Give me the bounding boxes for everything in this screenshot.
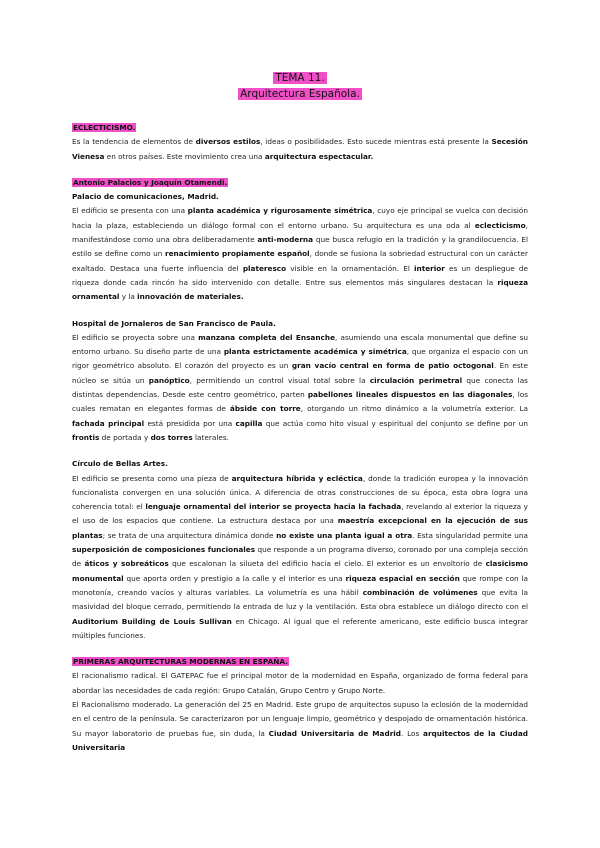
hospital-paragraph: El edificio se proyecta sobre una manzana completa del Ensanche, asumiendo una escala monumental que define su entorno urbano. Su diseño parte de una planta estrictamente académica y simétrica, que organiza el espacio con un rigor geométrico absoluto. El corazón del proyecto es un gran vacío central en forma de patio octogonal. En este núcleo se sitúa un panóptico, permitiendo un control visual total sobre la circulación perimetral que conecta las distintas dependencias. Desde este centro geométrico, parten pabellones lineales dispuestos en las diagonales, los cuales rematan en elegantes formas de ábside con torre, otorgando un ritmo dinámico a la volumetría exterior. La fachada principal está presidida por una capilla que actúa como hito visual y espiritual del conjunto se define por un frontis de portada y dos torres laterales. <box>72 332 529 442</box>
document-title <box>72 70 528 102</box>
document-page <box>72 70 528 755</box>
eclecticismo-paragraph: Es la tendencia de elementos de diversos estilos, ideas o posibilidades. Esto sucede mientras está presente la Secesión Vienesa en otros países. Este movimiento crea una arquitectura espectacular. <box>72 137 528 161</box>
title-line-2: Arquitectura Española. <box>240 88 360 100</box>
title-line-1: TEMA 11. <box>275 72 325 84</box>
section-heading-primeras-modernas: PRIMERAS ARQUITECTURAS MODERNAS EN ESPAÑA. <box>73 657 288 667</box>
palacio-paragraph: El edificio se presenta con una planta académica y rigurosamente simétrica, cuyo eje principal se vuelca con decisión hacia la plaza, estableciendo un diálogo formal con el entorno urbano. Su arquitectura es una oda al eclecticismo, manifestándose como una obra deliberadamente anti-moderna que busca refugio en la tradición y la grandilocuencia. El estilo se define como un renacimiento propiamente español, donde se fusiona la sobriedad estructural con un carácter exaltado. Destaca una fuerte influencia del plateresco visible en la ornamentación. El interior es un despliegue de riqueza donde cada rincón ha sido intervenido con detalle. Entre sus elementos más singulares destacan la riqueza ornamental y la innovación de materiales. <box>72 206 529 302</box>
subheading-hospital-jornaleros: Hospital de Jornaleros de San Francisco de Paula. <box>72 318 276 328</box>
racionalismo-moderado-paragraph: El Racionalismo moderado. La generación del 25 en Madrid. Este grupo de arquitectos supuso la eclosión de la modernidad en el centro de la península. Se caracterizaron por un lenguaje limpio, geométrico y despojado de ornamentación histórica. Su mayor laboratorio de pruebas fue, sin duda, la Ciudad Universitaria de Madrid. Los arquitectos de la Ciudad Universitaria <box>72 699 528 752</box>
subheading-circulo-bellas-artes: Círculo de Bellas Artes. <box>72 459 168 469</box>
section-heading-palacios: Antonio Palacios y Joaquín Otamendi. <box>73 177 228 187</box>
section-heading-eclecticismo: ECLECTICISMO. <box>73 123 136 132</box>
racionalismo-radical-paragraph: El racionalismo radical. El GATEPAC fue el principal motor de la modernidad en España, organizado de forma federal para abordar las necesidades de cada región: Grupo Catalán, Grupo Centro y Grupo Norte. <box>72 671 528 695</box>
subheading-palacio-comunicaciones: Palacio de comunicaciones, Madrid. <box>72 192 219 202</box>
circulo-paragraph: El edificio se presenta como una pieza de arquitectura híbrida y ecléctica, donde la tradición europea y la innovación funcionalista convergen en una solución única. A diferencia de otras construcciones de su época, esta obra logra una coherencia total: el lenguaje ornamental del interior se proyecta hacia la fachada, revelando al exterior la riqueza y el uso de los espacios que contiene. La estructura destaca por una maestría excepcional en la ejecución de sus plantas; se trata de una arquitectura dinámica donde no existe una planta igual a otra. Esta singularidad permite una superposición de composiciones funcionales que responde a un programa diverso, coronado por una compleja sección de áticos y sobreáticos que escalonan la silueta del edificio hacia el cielo. El exterior es un envoltorio de clasicismo monumental que aporta orden y prestigio a la calle y el interior es una riqueza espacial en sección que rompe con la monotonía, creando vacíos y alturas variables. La volumetría es una hábil combinación de volúmenes que evita la masividad del bloque cerrado, permitiendo la entrada de luz y la ventilación. Esta obra establece un diálogo directo con el Auditorium Building de Louis Sullivan en Chicago. Al igual que el referente americano, este edificio busca integrar múltiples funciones. <box>72 473 529 640</box>
